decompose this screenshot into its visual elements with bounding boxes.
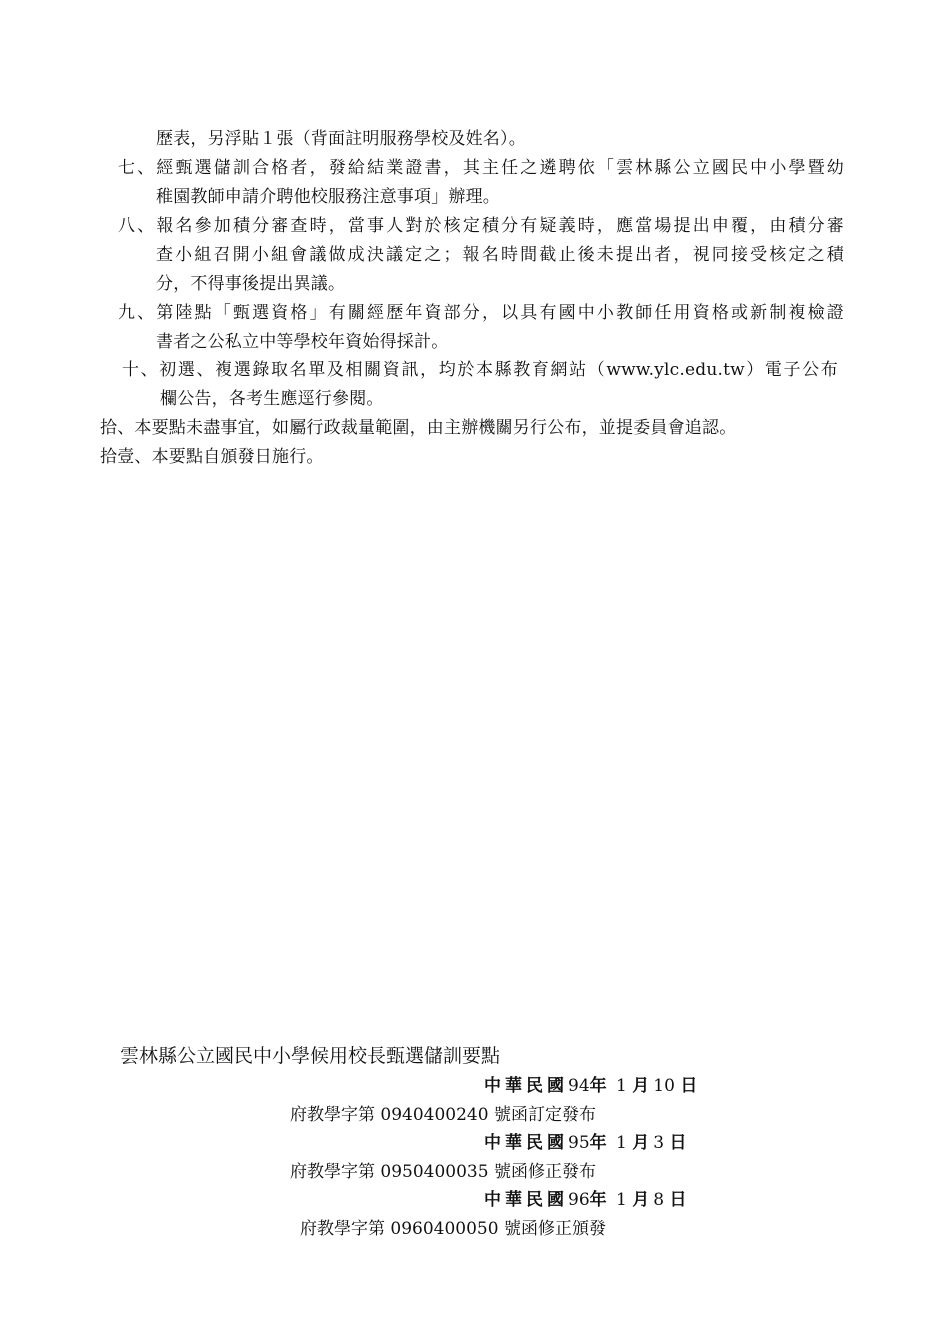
date-year: 95 [568, 1133, 590, 1153]
item-shi: 拾、本要點未盡事宜，如屬行政裁量範圍，由主辦機關另行公布，並提委員會追認。 [100, 418, 737, 438]
item-10-line-1: 十、初選、複選錄取名單及相關資訊，均於本縣教育網站（www.ylc.edu.tw）電子公布 [122, 360, 838, 380]
date-month: 1 [616, 1190, 627, 1210]
regulation-title: 雲林縣公立國民中小學候用校長甄選儲訓要點 [120, 1045, 501, 1067]
date-day: 3 [653, 1133, 665, 1153]
date-month-char: 月 [632, 1133, 654, 1153]
date-day-char: 日 [669, 1133, 691, 1153]
date-month-char: 月 [632, 1190, 654, 1210]
date-month-char: 月 [632, 1076, 654, 1096]
date-day: 10 [653, 1076, 675, 1096]
history-date-3 [484, 1188, 691, 1212]
date-year-char: 年 [589, 1133, 611, 1153]
date-prefix: 中華民國 [484, 1076, 568, 1096]
date-year-char: 年 [589, 1190, 611, 1210]
date-year: 96 [568, 1190, 590, 1210]
date-day-char: 日 [669, 1190, 691, 1210]
date-month: 1 [616, 1076, 627, 1096]
history-ref-2: 府教學字第 0950400035 號函修正發布 [290, 1162, 596, 1182]
date-prefix: 中華民國 [484, 1190, 568, 1210]
item-7-line-2: 稚園教師申請介聘他校服務注意事項」辦理。 [156, 187, 500, 207]
date-day: 8 [653, 1190, 665, 1210]
history-date-1 [484, 1074, 701, 1098]
history-ref-3: 府教學字第 0960400050 號函修正頒發 [300, 1219, 606, 1239]
item-8-line-2: 查小組召開小組會議做成決議定之；報名時間截止後未提出者，視同接受核定之積 [156, 245, 844, 265]
item-shiyi: 拾壹、本要點自頒發日施行。 [100, 447, 324, 467]
history-date-2 [484, 1131, 691, 1155]
item-10-line-2: 欄公告，各考生應逕行參閱。 [160, 389, 384, 409]
item-8-line-3: 分，不得事後提出異議。 [156, 274, 346, 294]
date-year: 94 [568, 1076, 590, 1096]
continuation-line: 歷表，另浮貼１張（背面註明服務學校及姓名）。 [156, 129, 526, 149]
date-year-char: 年 [589, 1076, 611, 1096]
item-9-line-1: 九、第陸點「甄選資格」有關經歷年資部分，以具有國中小教師任用資格或新制複檢證 [118, 303, 844, 323]
item-7-line-1: 七、經甄選儲訓合格者，發給結業證書，其主任之遴聘依「雲林縣公立國民中小學暨幼 [118, 158, 844, 178]
date-month: 1 [616, 1133, 627, 1153]
item-8-line-1: 八、報名參加積分審查時，當事人對於核定積分有疑義時，應當場提出申覆，由積分審 [118, 216, 844, 236]
date-day-char: 日 [680, 1076, 702, 1096]
date-prefix: 中華民國 [484, 1133, 568, 1153]
item-9-line-2: 書者之公私立中等學校年資始得採計。 [156, 332, 449, 352]
history-ref-1: 府教學字第 0940400240 號函訂定發布 [290, 1105, 596, 1125]
